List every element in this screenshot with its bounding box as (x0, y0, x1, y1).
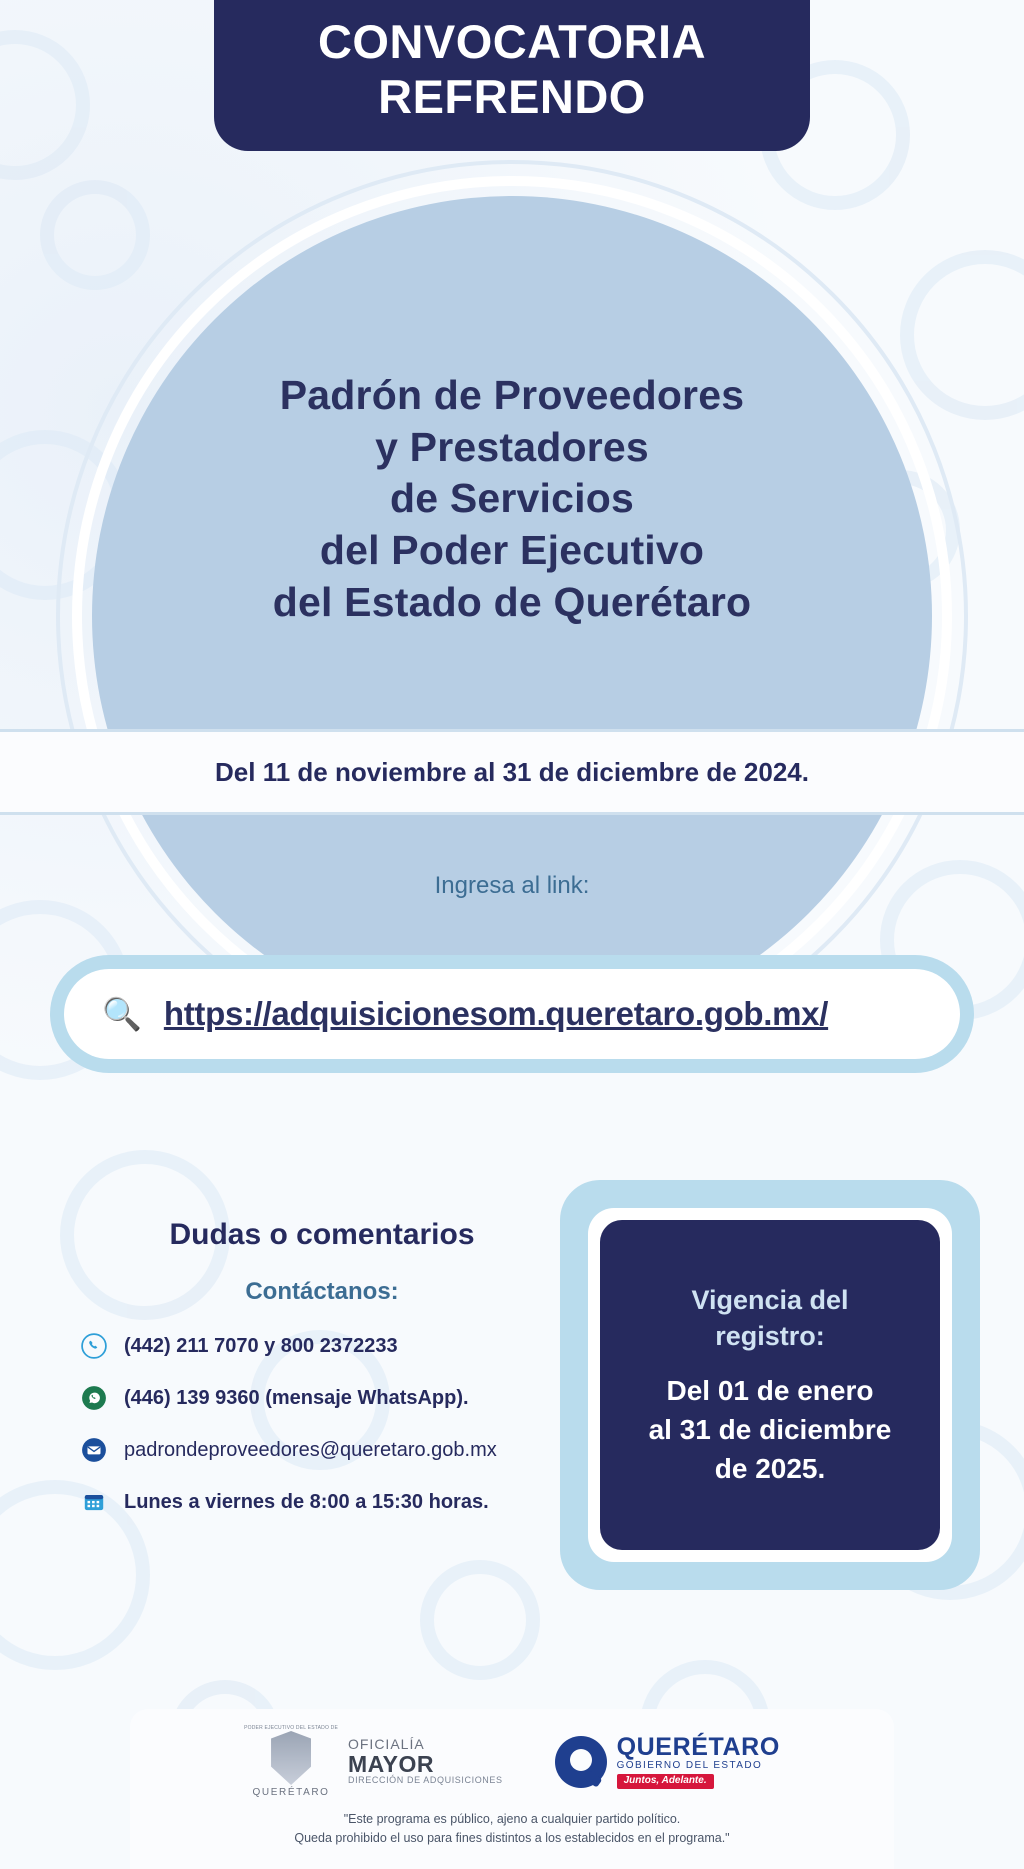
contact-hours-text: Lunes a viernes de 8:00 a 15:30 horas. (124, 1490, 489, 1513)
contact-subheading: Contáctanos: (245, 1278, 399, 1305)
header-line-2: REFRENDO (378, 70, 646, 124)
oficialia-mayor-logo (244, 1725, 503, 1798)
vigencia-body-line-1: Del 01 de enero (666, 1374, 874, 1406)
contact-row-phone[interactable] (72, 1332, 572, 1360)
title-line-3: de Servicios (390, 475, 634, 522)
queretaro-government-logo (555, 1734, 780, 1788)
vigencia-heading-line-2: registro: (715, 1321, 825, 1352)
oficialia-line-2: MAYOR (347, 1751, 434, 1778)
vigencia-body-line-2: al 31 de diciembre (648, 1413, 892, 1445)
vigencia-card-border (588, 1208, 952, 1562)
date-band-text: Del 11 de noviembre al 31 de diciembre de 2024. (215, 756, 809, 787)
link-label: Ingresa al link: (434, 872, 590, 899)
queretaro-slogan (617, 1774, 714, 1789)
shield-caption: QUERÉTARO (252, 1787, 330, 1798)
queretaro-slogan-part-2: Adelante. (661, 1775, 707, 1787)
queretaro-sub: GOBIERNO DEL ESTADO (616, 1759, 763, 1771)
legal-disclaimer (294, 1810, 729, 1848)
state-shield-icon (271, 1731, 311, 1785)
shield-top-caption: PODER EJECUTIVO DEL ESTADO DE (244, 1725, 338, 1731)
header-banner (214, 0, 810, 151)
contact-block (72, 1218, 572, 1540)
vigencia-body-line-3: de 2025. (714, 1453, 826, 1485)
magnifier-icon: 🔍 (102, 996, 142, 1032)
link-pill-inner[interactable] (64, 969, 960, 1059)
vigencia-card (560, 1180, 980, 1590)
calendar-icon (80, 1488, 108, 1516)
legal-line-2: Queda prohibido el uso para fines distintos a los establecidos en el programa." (294, 1830, 730, 1845)
link-pill[interactable] (50, 955, 974, 1073)
queretaro-q-icon (555, 1736, 607, 1788)
whatsapp-icon (80, 1384, 108, 1412)
contact-phone-text: (442) 211 7070 y 800 2372233 (124, 1334, 398, 1357)
vigencia-heading-line-1: Vigencia del (691, 1284, 849, 1315)
title-line-2: y Prestadores (375, 423, 649, 470)
website-link[interactable]: https://adquisicionesom.queretaro.gob.mx/ (163, 995, 829, 1032)
phone-icon (80, 1332, 108, 1360)
contact-row-hours (72, 1488, 572, 1516)
oficialia-line-3: DIRECCIÓN DE ADQUISICIONES (347, 1775, 503, 1786)
header-line-1: CONVOCATORIA (317, 15, 707, 68)
title-line-1: Padrón de Proveedores (279, 372, 745, 418)
contact-whatsapp-text: (446) 139 9360 (mensaje WhatsApp). (124, 1386, 469, 1409)
page-title (0, 370, 1024, 628)
contact-row-whatsapp[interactable] (72, 1384, 572, 1412)
title-line-5: del Estado de Querétaro (272, 578, 752, 625)
queretaro-name: QUERÉTARO (616, 1733, 780, 1762)
legal-line-1: "Este programa es público, ajeno a cualquier partido político. (343, 1812, 681, 1826)
footer-logos (244, 1725, 780, 1798)
vigencia-card-body (600, 1220, 940, 1550)
oficialia-line-1: OFICIALÍA (347, 1736, 425, 1753)
footer (130, 1709, 894, 1869)
email-icon (80, 1436, 108, 1464)
date-band (0, 729, 1024, 815)
contact-row-email[interactable] (72, 1436, 572, 1464)
contact-email-text: padrondeproveedores@queretaro.gob.mx (124, 1438, 497, 1461)
queretaro-slogan-part-1: Juntos, (623, 1775, 660, 1787)
contact-heading: Dudas o comentarios (169, 1218, 475, 1251)
title-line-4: del Poder Ejecutivo (319, 526, 705, 573)
